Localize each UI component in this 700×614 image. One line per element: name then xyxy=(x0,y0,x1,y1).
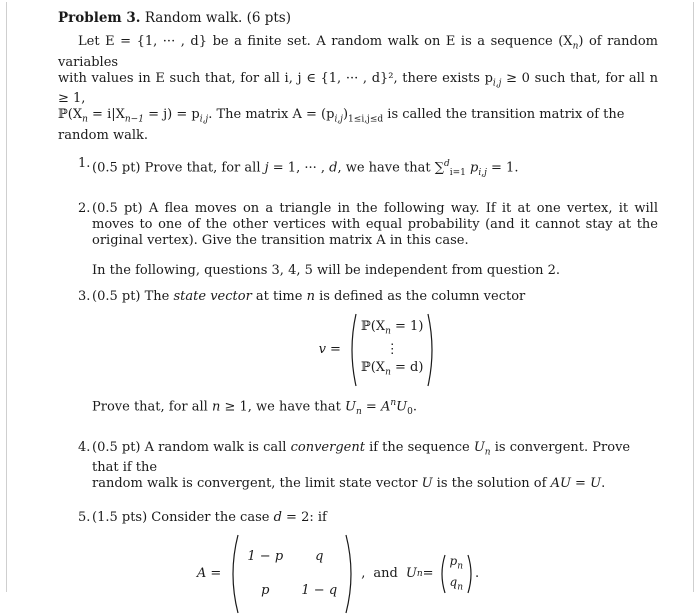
q3-em: state vector xyxy=(173,288,252,304)
vector-bot-end: = d) xyxy=(390,359,424,375)
matrix-Un: U xyxy=(405,566,417,582)
question-3 xyxy=(58,289,658,305)
q4-post: if the sequence xyxy=(364,439,474,455)
intro-sub-ij2: i,j xyxy=(334,114,343,125)
note-text: In the following, questions 3, 4, 5 will be independent from question 2. xyxy=(92,262,561,278)
right-paren xyxy=(427,313,437,387)
intro-line3-b: = j) = p xyxy=(143,107,200,123)
vec-right-paren xyxy=(467,554,475,594)
q4-pre: (0.5 pt) A random walk is call xyxy=(92,439,291,455)
q1-mid: = 1, ··· , xyxy=(268,160,330,176)
problem-title-text: Random walk. (6 pts) xyxy=(144,10,291,26)
q1-end: = 1. xyxy=(486,160,519,176)
matrix-lhs: A = xyxy=(196,566,222,582)
question-5 xyxy=(58,510,658,526)
vector-top xyxy=(361,318,423,341)
prove-eq: = xyxy=(361,399,381,415)
vector-top-a: ℙ(X xyxy=(360,319,386,335)
prove-n: n xyxy=(211,399,221,415)
matrix-a21: p xyxy=(261,583,270,599)
question-5-number: 5. xyxy=(78,510,91,526)
q1-mid2: , we have that xyxy=(337,160,435,176)
q1-sum-sub: i=1 xyxy=(449,167,466,178)
q1-sum-symbol: ∑ xyxy=(434,160,444,176)
q4-U-sub: n xyxy=(484,447,491,458)
prove-U0-sub: 0 xyxy=(407,406,413,417)
intro-line2-end: ≥ 0 such that, for all n ≥ 1, xyxy=(58,70,658,107)
matrix-right-paren xyxy=(345,534,357,614)
matrix-a12: q xyxy=(315,549,324,565)
vector-bot-a: ℙ(X xyxy=(360,359,386,375)
matrix-and: and xyxy=(373,566,398,582)
matrix-Un-sub: n xyxy=(416,569,423,580)
intro-sub-ij: i,j xyxy=(199,114,209,125)
intro-line3-a: = i|X xyxy=(87,107,125,123)
intro-line3-d: ) xyxy=(342,107,349,123)
q4-line2b: is the solution of xyxy=(432,476,551,492)
question-1-number: 1. xyxy=(78,155,91,171)
question-4 xyxy=(58,440,658,493)
vector-top-end: = 1) xyxy=(390,319,424,335)
intro-line4: random walk. xyxy=(58,127,148,143)
q4-post2: is convergent. Prove that if the xyxy=(92,439,631,476)
intro-line2-sub: i,j xyxy=(492,78,502,89)
vec-q: q xyxy=(449,575,458,590)
intro-line1-end: ) of random variables xyxy=(58,34,658,70)
state-vector xyxy=(357,316,427,383)
intro-line3-e: is called the transition matrix of the xyxy=(383,107,625,123)
prove-end: . xyxy=(412,399,417,415)
q3-post2: is defined as the column vector xyxy=(314,288,526,304)
intro-line3: ℙ(X xyxy=(58,107,83,123)
intro-line3-c: . The matrix A = (p xyxy=(208,107,335,123)
question-1 xyxy=(58,156,658,181)
vector-dots: ⋮ xyxy=(385,341,399,357)
prove-mid: ≥ 1, we have that xyxy=(220,399,346,415)
q4-end: . xyxy=(601,476,606,492)
question-4-number: 4. xyxy=(78,439,91,455)
vec-p: p xyxy=(449,553,458,568)
q1-sum-sup: d xyxy=(443,158,450,169)
q5-pre: (1.5 pts) Consider the case xyxy=(92,510,274,526)
problem-title xyxy=(58,10,658,26)
matrix-A xyxy=(239,545,345,603)
q4-eq: = xyxy=(570,476,591,492)
intro-line1-sub: n xyxy=(572,41,579,52)
q4-AU: AU xyxy=(550,476,571,492)
q3-pre: (0.5 pt) The xyxy=(92,288,174,304)
question-2 xyxy=(58,201,658,249)
intro-sub-n1: n−1 xyxy=(124,114,144,125)
prove-A-sup: n xyxy=(390,397,397,408)
q5-end: = 2: if xyxy=(281,510,327,526)
q1-p-sub: i,j xyxy=(478,167,487,178)
prove-line xyxy=(58,395,658,420)
intro-sub-n: n xyxy=(82,114,88,125)
intro-sub-range: 1≤i,j≤d xyxy=(348,114,384,125)
intro-line2: with values in E such that, for all i, j ∈ {1, ··· , d}², there exists p xyxy=(58,70,493,86)
independence-note xyxy=(58,263,658,279)
left-paren xyxy=(347,313,357,387)
question-2-text: (0.5 pt) A flea moves on a triangle in the following way. If it at one vertex, it will moves to one of the other vertices with equal probability (and it cannot stay at the original vertex). Give the transition matrix A in this case. xyxy=(92,200,658,248)
prove-U: U xyxy=(345,399,356,415)
matrix-a22: 1 − q xyxy=(301,583,338,599)
matrix-a11: 1 − p xyxy=(247,549,284,565)
question-2-number: 2. xyxy=(78,200,91,216)
question-3-number: 3. xyxy=(78,288,91,304)
vec-q-sub: n xyxy=(457,582,464,593)
transition-matrix-equation xyxy=(18,534,658,614)
matrix-comma: , xyxy=(361,566,366,582)
matrix-left-paren xyxy=(227,534,239,614)
problem-document xyxy=(58,10,658,614)
q3-post: at time xyxy=(251,288,307,304)
prove-A: A xyxy=(380,399,391,415)
q4-U: U xyxy=(473,439,485,455)
q3-n: n xyxy=(306,288,315,304)
q1-pre: (0.5 pt) Prove that, for all xyxy=(92,160,265,176)
vector-top-sub: n xyxy=(385,326,391,337)
problem-label: Problem 3. xyxy=(58,10,141,26)
prove-pre: Prove that, for all xyxy=(92,399,212,415)
vec-left-paren xyxy=(438,554,446,594)
vector-bot-sub: n xyxy=(385,367,391,378)
intro-paragraph xyxy=(58,34,658,144)
vector-lhs: v = xyxy=(318,341,341,357)
prove-U-sub: n xyxy=(355,406,362,417)
q1-j: j xyxy=(264,160,269,176)
q4-U2: U xyxy=(421,476,433,492)
vector-Un xyxy=(446,553,467,596)
q1-p: p xyxy=(470,160,479,176)
intro-line1: Let E = {1, ··· , d} be a finite set. A random walk on E is a sequence (X xyxy=(78,34,573,49)
prove-U0: U xyxy=(396,399,408,415)
state-vector-equation xyxy=(98,313,658,387)
q4-U3: U xyxy=(590,476,602,492)
vec-p-sub: n xyxy=(457,561,464,572)
q5-d: d xyxy=(273,510,282,526)
q4-line2: random walk is convergent, the limit state vector xyxy=(92,476,422,492)
vector-bottom xyxy=(361,359,423,382)
matrix-end: . xyxy=(475,566,480,582)
q4-em: convergent xyxy=(290,439,365,455)
q1-d: d xyxy=(329,160,338,176)
matrix-eq: = xyxy=(422,566,434,582)
